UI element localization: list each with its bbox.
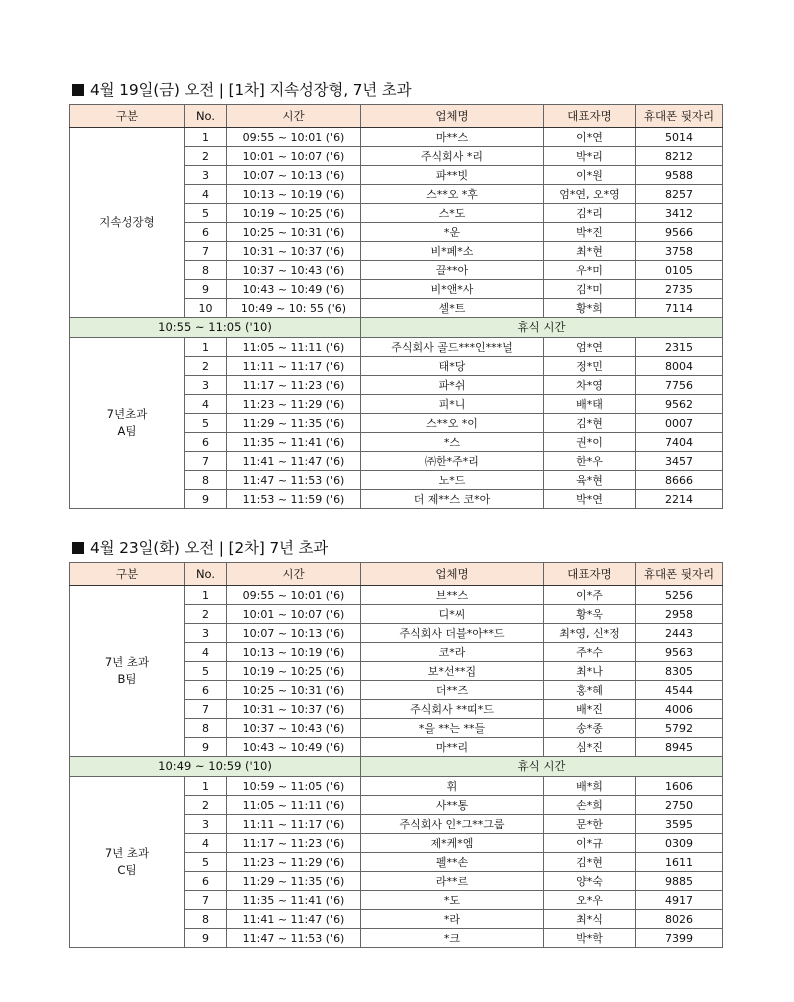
company-name: 보*선**집 [361,662,544,681]
group-name-line1: 7년 초과 [104,846,150,860]
break-time: 10:55 ~ 11:05 ('10) [70,318,361,338]
phone-last-digits: 7114 [636,299,723,318]
phone-last-digits: 5256 [636,586,723,605]
row-number: 3 [185,376,227,395]
group-name-line2: A팀 [117,424,137,438]
row-number: 6 [185,223,227,242]
company-name: *라 [361,910,544,929]
row-number: 9 [185,280,227,299]
ceo-name: 이*연 [544,128,636,147]
phone-last-digits: 0309 [636,834,723,853]
company-name: 주식회사 *리 [361,147,544,166]
break-label: 휴식 시간 [361,318,723,338]
time-slot: 11:29 ~ 11:35 ('6) [227,414,361,433]
ceo-name: 홍*혜 [544,681,636,700]
row-number: 8 [185,471,227,490]
phone-last-digits: 8945 [636,738,723,757]
row-number: 4 [185,643,227,662]
company-name: 스**오 *이 [361,414,544,433]
company-name: 파**빗 [361,166,544,185]
phone-last-digits: 1606 [636,777,723,796]
time-slot: 11:17 ~ 11:23 ('6) [227,376,361,395]
company-name: 스*도 [361,204,544,223]
phone-last-digits: 9562 [636,395,723,414]
ceo-name: 문*한 [544,815,636,834]
time-slot: 10:49 ~ 10: 55 ('6) [227,299,361,318]
row-number: 3 [185,166,227,185]
company-name: 피*니 [361,395,544,414]
ceo-name: 배*희 [544,777,636,796]
phone-last-digits: 8257 [636,185,723,204]
row-number: 1 [185,777,227,796]
company-name: 펠**손 [361,853,544,872]
time-slot: 11:11 ~ 11:17 ('6) [227,357,361,376]
time-slot: 11:35 ~ 11:41 ('6) [227,433,361,452]
group-name-line2: B팀 [117,672,137,686]
phone-last-digits: 8004 [636,357,723,376]
company-name: 제*케*엠 [361,834,544,853]
break-row [70,757,723,777]
phone-last-digits: 7404 [636,433,723,452]
ceo-name: 최*나 [544,662,636,681]
time-slot: 11:05 ~ 11:11 ('6) [227,796,361,815]
time-slot: 10:07 ~ 10:13 ('6) [227,624,361,643]
column-header: 구분 [70,563,185,586]
phone-last-digits: 9566 [636,223,723,242]
time-slot: 10:31 ~ 10:37 ('6) [227,242,361,261]
ceo-name: 최*영, 신*정 [544,624,636,643]
ceo-name: 김*현 [544,853,636,872]
phone-last-digits: 5792 [636,719,723,738]
time-slot: 09:55 ~ 10:01 ('6) [227,128,361,147]
ceo-name: 손*희 [544,796,636,815]
group-label-cell [70,338,185,509]
time-slot: 11:23 ~ 11:29 ('6) [227,395,361,414]
company-name: 태*당 [361,357,544,376]
phone-last-digits: 9588 [636,166,723,185]
time-slot: 10:13 ~ 10:19 ('6) [227,185,361,204]
company-name: 휘 [361,777,544,796]
time-slot: 11:17 ~ 11:23 ('6) [227,834,361,853]
break-row [70,318,723,338]
row-number: 9 [185,929,227,948]
time-slot: 10:37 ~ 10:43 ('6) [227,261,361,280]
time-slot: 11:35 ~ 11:41 ('6) [227,891,361,910]
table-row [70,586,723,605]
company-name: 비*페*소 [361,242,544,261]
phone-last-digits: 8212 [636,147,723,166]
time-slot: 11:47 ~ 11:53 ('6) [227,471,361,490]
row-number: 2 [185,796,227,815]
company-name: 주식회사 더블*아**드 [361,624,544,643]
phone-last-digits: 4006 [636,700,723,719]
column-header: No. [185,105,227,128]
company-name: ㈜한*주*리 [361,452,544,471]
square-bullet-icon [72,84,84,96]
row-number: 7 [185,242,227,261]
ceo-name: 권*이 [544,433,636,452]
phone-last-digits: 9563 [636,643,723,662]
phone-last-digits: 7399 [636,929,723,948]
group-name-line1: 7년 초과 [104,655,150,669]
time-slot: 11:05 ~ 11:11 ('6) [227,338,361,357]
ceo-name: 황*욱 [544,605,636,624]
ceo-name: 엄*연, 오*영 [544,185,636,204]
company-name: 더**즈 [361,681,544,700]
group-label-cell [70,777,185,948]
header-row [70,563,723,586]
company-name: 노*드 [361,471,544,490]
row-number: 6 [185,681,227,700]
phone-last-digits: 4544 [636,681,723,700]
time-slot: 10:01 ~ 10:07 ('6) [227,605,361,624]
ceo-name: 우*미 [544,261,636,280]
row-number: 6 [185,433,227,452]
time-slot: 11:53 ~ 11:59 ('6) [227,490,361,509]
company-name: 브**스 [361,586,544,605]
table-row [70,128,723,147]
row-number: 2 [185,357,227,376]
phone-last-digits: 7756 [636,376,723,395]
phone-last-digits: 0007 [636,414,723,433]
column-header: 구분 [70,105,185,128]
company-name: 마**스 [361,128,544,147]
column-header: 업체명 [361,563,544,586]
company-name: 마**리 [361,738,544,757]
ceo-name: 양*숙 [544,872,636,891]
row-number: 1 [185,338,227,357]
row-number: 5 [185,853,227,872]
row-number: 8 [185,261,227,280]
phone-last-digits: 2958 [636,605,723,624]
ceo-name: 김*현 [544,414,636,433]
row-number: 3 [185,815,227,834]
phone-last-digits: 5014 [636,128,723,147]
company-name: 디*씨 [361,605,544,624]
row-number: 5 [185,204,227,223]
time-slot: 10:37 ~ 10:43 ('6) [227,719,361,738]
company-name: 파*쉬 [361,376,544,395]
schedule-table-1 [69,104,723,509]
time-slot: 11:41 ~ 11:47 ('6) [227,452,361,471]
section-title-1: 4월 19일(금) 오전 | [1차] 지속성장형, 7년 초과 [72,78,411,100]
company-name: 스**오 *후 [361,185,544,204]
row-number: 9 [185,490,227,509]
ceo-name: 배*태 [544,395,636,414]
ceo-name: 육*현 [544,471,636,490]
time-slot: 11:47 ~ 11:53 ('6) [227,929,361,948]
column-header: No. [185,563,227,586]
ceo-name: 박*학 [544,929,636,948]
time-slot: 10:19 ~ 10:25 ('6) [227,204,361,223]
row-number: 5 [185,662,227,681]
ceo-name: 한*우 [544,452,636,471]
time-slot: 10:43 ~ 10:49 ('6) [227,280,361,299]
company-name: *도 [361,891,544,910]
ceo-name: 최*식 [544,910,636,929]
ceo-name: 이*주 [544,586,636,605]
phone-last-digits: 8026 [636,910,723,929]
break-label: 휴식 시간 [361,757,723,777]
group-label-cell [70,586,185,757]
phone-last-digits: 8305 [636,662,723,681]
company-name: 사**통 [361,796,544,815]
company-name: *스 [361,433,544,452]
row-number: 4 [185,185,227,204]
header-row [70,105,723,128]
ceo-name: 박*리 [544,147,636,166]
phone-last-digits: 3457 [636,452,723,471]
square-bullet-icon [72,542,84,554]
ceo-name: 황*희 [544,299,636,318]
column-header: 시간 [227,563,361,586]
ceo-name: 정*민 [544,357,636,376]
group-name-line2: C팀 [117,863,137,877]
row-number: 7 [185,452,227,471]
time-slot: 10:07 ~ 10:13 ('6) [227,166,361,185]
column-header: 휴대폰 뒷자리 [636,563,723,586]
row-number: 7 [185,891,227,910]
ceo-name: 차*영 [544,376,636,395]
phone-last-digits: 2750 [636,796,723,815]
row-number: 1 [185,128,227,147]
column-header: 대표자명 [544,105,636,128]
phone-last-digits: 8666 [636,471,723,490]
column-header: 시간 [227,105,361,128]
ceo-name: 최*현 [544,242,636,261]
row-number: 1 [185,586,227,605]
row-number: 4 [185,834,227,853]
time-slot: 10:31 ~ 10:37 ('6) [227,700,361,719]
time-slot: 09:55 ~ 10:01 ('6) [227,586,361,605]
phone-last-digits: 2443 [636,624,723,643]
time-slot: 10:43 ~ 10:49 ('6) [227,738,361,757]
time-slot: 10:13 ~ 10:19 ('6) [227,643,361,662]
phone-last-digits: 3595 [636,815,723,834]
company-name: 주식회사 골드***인***널 [361,338,544,357]
row-number: 6 [185,872,227,891]
ceo-name: 오*우 [544,891,636,910]
phone-last-digits: 3412 [636,204,723,223]
column-header: 대표자명 [544,563,636,586]
row-number: 2 [185,147,227,166]
company-name: 주식회사 **띠*드 [361,700,544,719]
ceo-name: 엄*연 [544,338,636,357]
ceo-name: 주*수 [544,643,636,662]
company-name: *크 [361,929,544,948]
time-slot: 11:41 ~ 11:47 ('6) [227,910,361,929]
phone-last-digits: 0105 [636,261,723,280]
time-slot: 11:29 ~ 11:35 ('6) [227,872,361,891]
row-number: 9 [185,738,227,757]
company-name: 라**르 [361,872,544,891]
ceo-name: 김*미 [544,280,636,299]
schedule-table-2 [69,562,723,948]
row-number: 8 [185,910,227,929]
company-name: 코*라 [361,643,544,662]
group-name-line1: 7년초과 [106,407,148,421]
row-number: 4 [185,395,227,414]
phone-last-digits: 9885 [636,872,723,891]
group-name: 지속성장형 [99,215,155,229]
group-label-cell [70,128,185,318]
company-name: *운 [361,223,544,242]
column-header: 업체명 [361,105,544,128]
ceo-name: 이*원 [544,166,636,185]
row-number: 10 [185,299,227,318]
row-number: 5 [185,414,227,433]
company-name: 끌**아 [361,261,544,280]
time-slot: 10:19 ~ 10:25 ('6) [227,662,361,681]
time-slot: 10:01 ~ 10:07 ('6) [227,147,361,166]
phone-last-digits: 2735 [636,280,723,299]
company-name: 더 제**스 코*아 [361,490,544,509]
ceo-name: 박*진 [544,223,636,242]
table-row [70,777,723,796]
phone-last-digits: 2315 [636,338,723,357]
row-number: 8 [185,719,227,738]
ceo-name: 이*규 [544,834,636,853]
time-slot: 10:25 ~ 10:31 ('6) [227,681,361,700]
break-time: 10:49 ~ 10:59 ('10) [70,757,361,777]
time-slot: 11:23 ~ 11:29 ('6) [227,853,361,872]
ceo-name: 심*진 [544,738,636,757]
ceo-name: 김*리 [544,204,636,223]
ceo-name: 배*진 [544,700,636,719]
ceo-name: 송*종 [544,719,636,738]
time-slot: 10:25 ~ 10:31 ('6) [227,223,361,242]
company-name: 셀*트 [361,299,544,318]
phone-last-digits: 2214 [636,490,723,509]
ceo-name: 박*연 [544,490,636,509]
phone-last-digits: 1611 [636,853,723,872]
column-header: 휴대폰 뒷자리 [636,105,723,128]
company-name: 비*앤*사 [361,280,544,299]
table-row [70,338,723,357]
row-number: 7 [185,700,227,719]
phone-last-digits: 3758 [636,242,723,261]
company-name: *을 **는 **들 [361,719,544,738]
row-number: 2 [185,605,227,624]
time-slot: 10:59 ~ 11:05 ('6) [227,777,361,796]
phone-last-digits: 4917 [636,891,723,910]
section-title-2: 4월 23일(화) 오전 | [2차] 7년 초과 [72,536,328,558]
company-name: 주식회사 인*그**그룹 [361,815,544,834]
time-slot: 11:11 ~ 11:17 ('6) [227,815,361,834]
row-number: 3 [185,624,227,643]
